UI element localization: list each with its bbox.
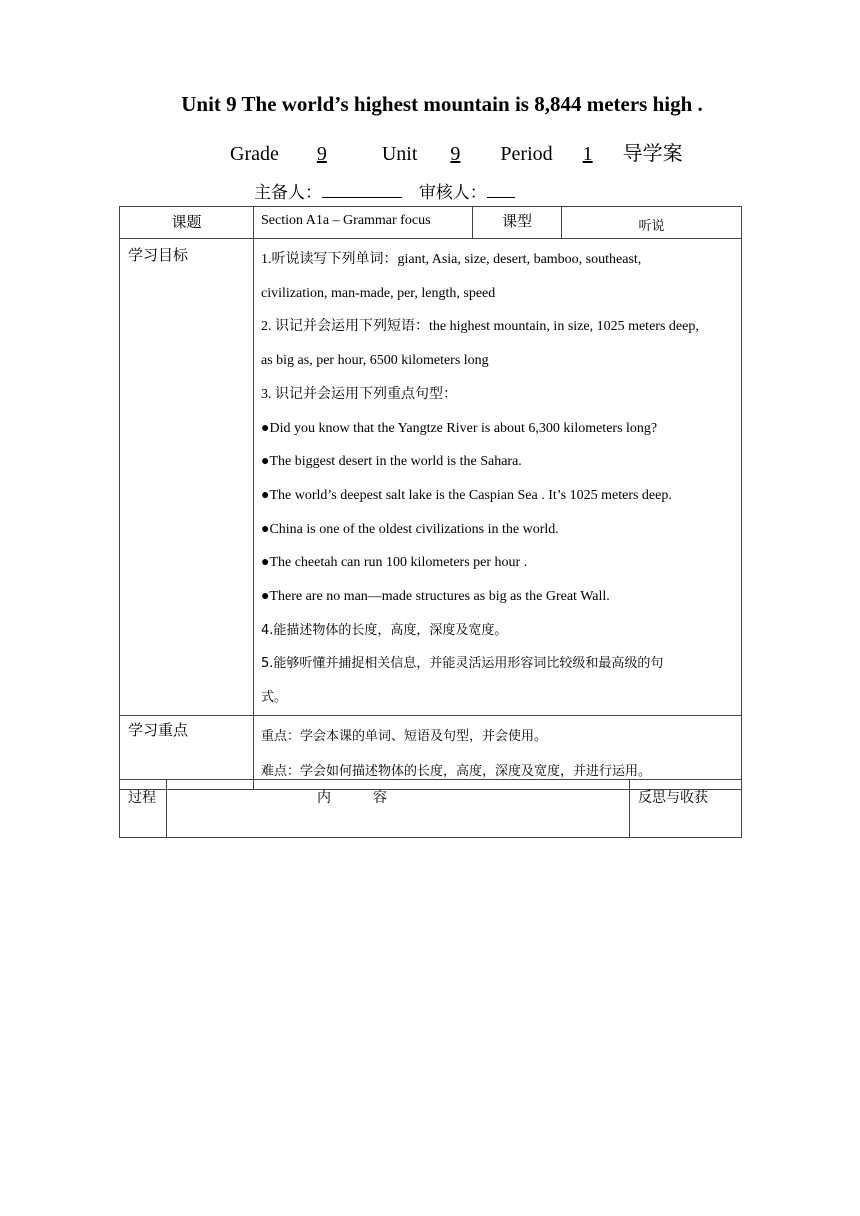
content-label: 内 容 [167, 780, 630, 838]
plan-label: 导学案 [622, 141, 683, 165]
process-label: 过程 [120, 780, 167, 838]
key-point-line: 重点：学会本课的单词、短语及句型，并会使用。 [261, 728, 548, 744]
objective-line: ●Did you know that the Yangtze River is about 6,300 kilometers long? [261, 420, 658, 436]
period-value: 1 [582, 143, 593, 165]
objective-line: ●China is one of the oldest civilizations in the world. [261, 521, 559, 537]
reviewer-blank [487, 183, 515, 198]
objective-line: 式。 [261, 690, 288, 706]
objective-line: 4.能描述物体的长度，高度，深度及宽度。 [261, 622, 508, 638]
objective-line: 1.听说读写下列单词：giant, Asia, size, desert, bamboo, southeast, [261, 252, 642, 267]
lesson-table [119, 206, 742, 790]
objectives-content [254, 239, 742, 716]
type-label: 课型 [473, 207, 562, 239]
people-line [254, 178, 515, 203]
page-title: Unit 9 The world’s highest mountain is 8,844 meters high . [181, 92, 703, 116]
key-point-line: 难点：学会如何描述物体的长度，高度，深度及宽度，并进行运用。 [261, 763, 652, 779]
reviewer-label: 审核人： [418, 183, 487, 203]
process-row [120, 780, 742, 838]
objective-line: ●The biggest desert in the world is the Sahara. [261, 454, 522, 470]
objective-line: 3. 识记并会运用下列重点句型： [261, 386, 457, 402]
preparer-label: 主备人： [254, 183, 322, 203]
objective-line: 5.能够听懂并捕捉相关信息，并能灵活运用形容词比较级和最高级的句 [261, 656, 664, 672]
unit-label: Unit [381, 143, 418, 165]
preparer-blank [322, 183, 402, 198]
objectives-label: 学习目标 [120, 239, 254, 716]
objective-line: ●The world’s deepest salt lake is the Caspian Sea . It’s 1025 meters deep. [261, 487, 672, 503]
topic-value: Section A1a – Grammar focus [254, 207, 473, 239]
objective-line: as big as, per hour, 6500 kilometers long [261, 353, 489, 369]
objectives-row [120, 239, 742, 716]
period-label: Period [500, 143, 553, 165]
type-value: 听说 [562, 207, 742, 239]
objective-line: ●The cheetah can run 100 kilometers per hour . [261, 555, 528, 571]
process-table [119, 779, 742, 838]
objective-line: civilization, man-made, per, length, speed [261, 285, 496, 301]
objective-line: 2. 识记并会运用下列短语：the highest mountain, in size, 1025 meters deep, [261, 319, 699, 335]
objective-line: ●There are no man—made structures as big as the Great Wall. [261, 589, 610, 605]
grade-label: Grade [230, 143, 279, 165]
topic-label: 课题 [120, 207, 254, 239]
unit-value: 9 [450, 143, 461, 165]
key-points-label: 学习重点 [120, 715, 254, 789]
reflection-label: 反思与收获 [630, 780, 742, 838]
grade-value: 9 [316, 143, 327, 165]
info-row [120, 207, 742, 239]
grade-line [230, 137, 683, 166]
